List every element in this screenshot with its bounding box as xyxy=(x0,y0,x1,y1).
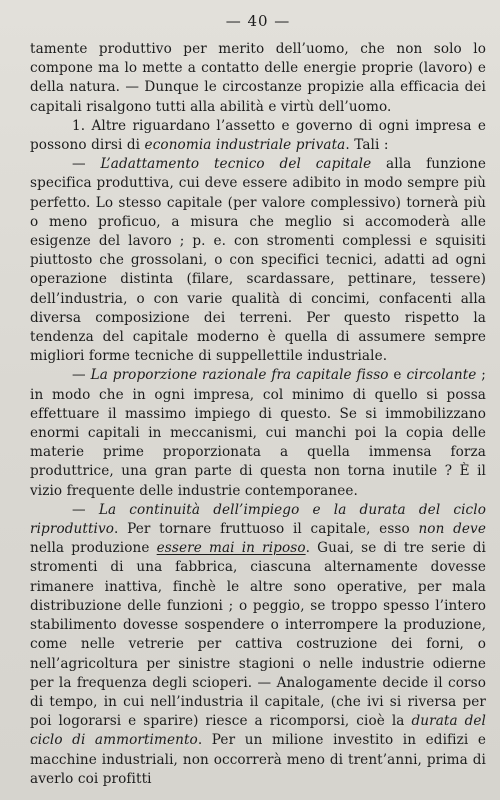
text-segment: — xyxy=(72,367,91,384)
text-segment-italic: durata del ciclo di ammortimento xyxy=(30,713,487,749)
paragraph-point-1 xyxy=(30,117,486,155)
text-segment: 1. Altre riguardano l’assetto e governo di ogni impresa e possono dirsi di xyxy=(30,117,486,154)
text-segment: . Tali : xyxy=(345,137,389,154)
text-segment-italic: circolante xyxy=(406,367,477,384)
page-number: — 40 — xyxy=(225,12,291,30)
text-segment: — xyxy=(72,501,99,518)
text-segment: . Guai, se di tre serie di stromenti di una fabbrica, ciascuna alternamente dovesse rimanere inattiva, finchè le altre sono operative, per mala distribuzione delle funzioni ; o peggio, se troppo spesso l’intero stabilimento dovesse sospendere o interrompere la produzione, come nelle vetrerie per cattiva costruzione dei forni, o nell’agricoltura per sinistre stagioni o nelle industrie odierne per la frequenza degli scioperi. — Analogamente decide il corso di tempo, in cui nell’industria il capitale, (che ivi si riversa per poi logorarsi e sparire) riesce a ricomporsi, cioè la xyxy=(30,540,486,730)
paragraph-technical-adaptation xyxy=(30,155,486,366)
paragraph-continuity xyxy=(30,501,486,789)
text-segment-italic: economia industriale privata xyxy=(144,137,346,154)
text-segment: — xyxy=(72,156,101,173)
text-segment: nella produzione xyxy=(30,540,157,557)
text-segment: e xyxy=(388,367,407,384)
text-segment: . Per tornare fruttuoso il capitale, esso xyxy=(114,521,419,538)
page-body xyxy=(30,40,486,789)
text-segment: ; in modo che in ogni impresa, col minimo di quello si possa effettuare il massimo impiego di questo. Se si immobilizzano enormi capitali in meccanismi, cui manchi poi la copia delle materie prime proporzionata a quella immensa forza produttrice, una gran parte di questa non torna inutile ? È il vizio frequente delle industrie contemporanee. xyxy=(30,367,486,499)
text-segment-italic-underlined: essere mai in riposo xyxy=(156,540,306,557)
paragraph-continuation xyxy=(30,40,486,117)
text-segment-italic: L’adattamento tecnico del capitale xyxy=(100,156,372,173)
text-segment-italic: La proporzione razionale fra capitale fisso xyxy=(90,367,389,384)
text-segment-italic: La continuità dell’impiego e la durata del ciclo riproduttivo xyxy=(30,501,486,538)
paragraph-capital-proportion xyxy=(30,366,486,500)
text-segment: . Per un milione investito in edifizi e macchine industriali, non occorrerà meno di trent’anni, prima di averlo coi profitti xyxy=(30,732,486,787)
text-segment: alla funzione specifica produttiva, cui deve essere adibito in modo sempre più perfetto. Lo stesso capitale (per valore complessivo) tornerà più o meno proficuo, a misura che meglio si accomoderà alle esigenze del lavoro ; p. e. con stromenti complessi e squisiti piuttosto che grossolani, o con specifici tecnici, adatti ad ogni operazione distinta (filare, scardassare, pettinare, tessere) dell’industria, o con varie qualità di concimi, confacenti alla diversa composizione dei terreni. Per questo rispetto la tendenza del capitale moderno è quella di assumere sempre migliori forme tecniche di suppellettile industriale. xyxy=(30,156,487,365)
text-segment: tamente produttivo per merito dell’uomo, che non solo lo compone ma lo mette a contatto delle energie proprie (lavoro) e della natura. — Dunque le circostanze propizie alla efficacia dei capitali risalgono tutti alla abilità e virtù dell’uomo. xyxy=(30,41,486,115)
text-segment-italic: non deve xyxy=(418,521,486,538)
